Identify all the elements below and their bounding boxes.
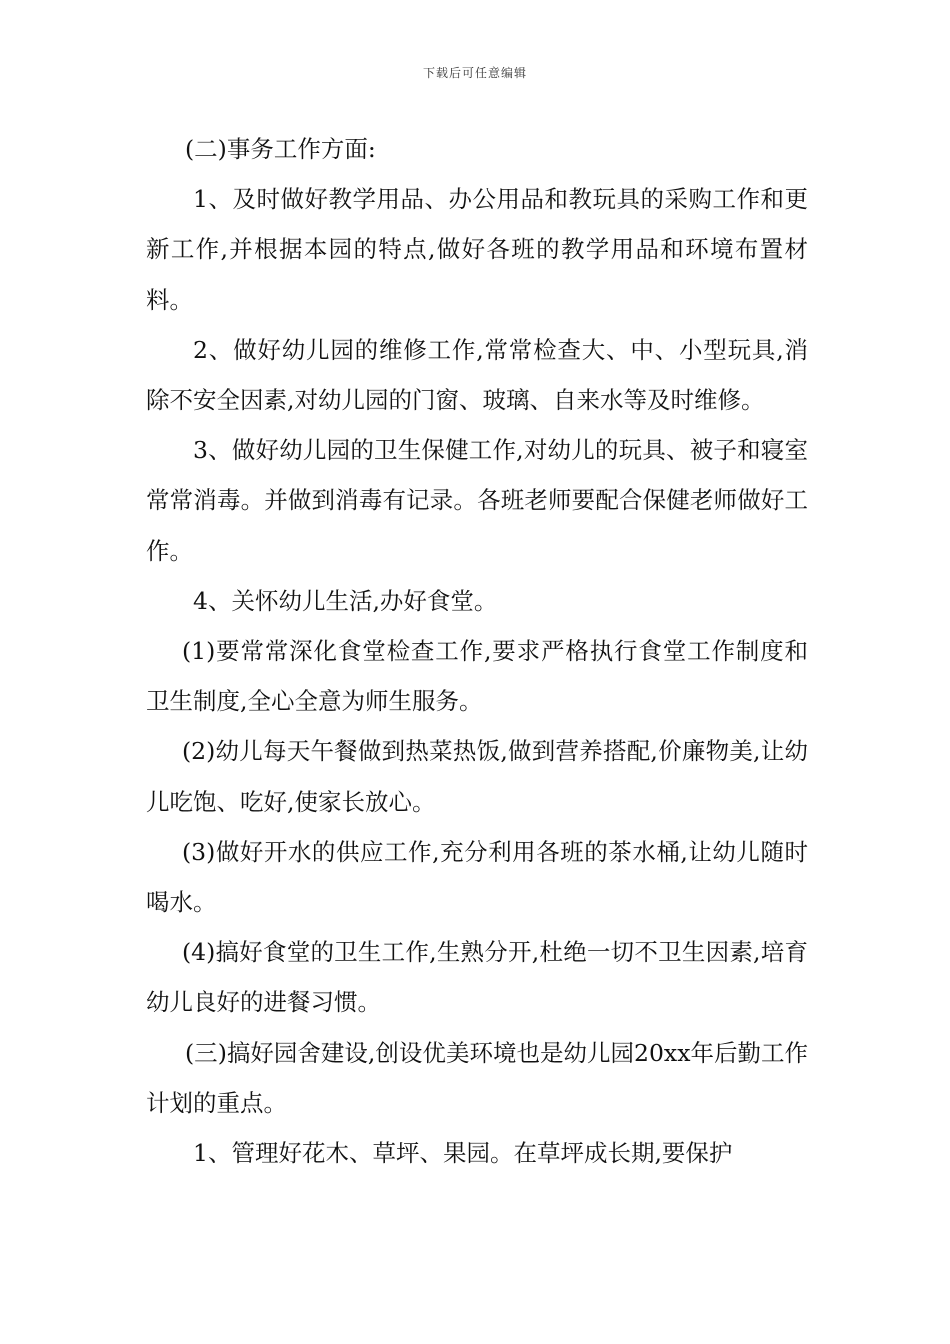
sub-item-3: (3)做好开水的供应工作,充分利用各班的茶水桶,让幼儿随时喝水。 xyxy=(146,837,808,917)
sub-item-1: (1)要常常深化食堂检查工作,要求严格执行食堂工作制度和卫生制度,全心全意为师生服务。 xyxy=(146,637,808,716)
paragraph-item-1: 1、及时做好教学用品、办公用品和教玩具的采购工作和更新工作,并根据本园的特点,做好各班的教学用品和环境布置材料。 xyxy=(146,185,808,314)
paragraph-item-4: 4、关怀幼儿生活,办好食堂。 xyxy=(193,586,498,615)
section-heading-campus: (三)搞好园舍建设,创设优美环境也是幼儿园20xx年后勤工作计划的重点。 xyxy=(146,1038,808,1117)
sub-item-2: (2)幼儿每天午餐做到热菜热饭,做到营养搭配,价廉物美,让幼儿吃饱、吃好,使家长放心。 xyxy=(146,737,808,816)
sub-item-4: (4)搞好食堂的卫生工作,生熟分开,杜绝一切不卫生因素,培育幼儿良好的进餐习惯。 xyxy=(146,938,808,1017)
section-heading-affairs: (二)事务工作方面: xyxy=(185,135,376,163)
paragraph-item-2: 2、做好幼儿园的维修工作,常常检查大、中、小型玩具,消除不安全因素,对幼儿园的门窗、玻璃、自来水等及时维修。 xyxy=(146,335,808,415)
paragraph-item-campus-1: 1、管理好花木、草坪、果园。在草坪成长期,要保护 xyxy=(193,1139,733,1168)
paragraph-item-3: 3、做好幼儿园的卫生保健工作,对幼儿的玩具、被子和寝室常常消毒。并做到消毒有记录。各班老师要配合保健老师做好工作。 xyxy=(146,436,808,565)
page-header: 下载后可任意编辑 xyxy=(422,66,527,80)
document-body xyxy=(146,124,808,1178)
